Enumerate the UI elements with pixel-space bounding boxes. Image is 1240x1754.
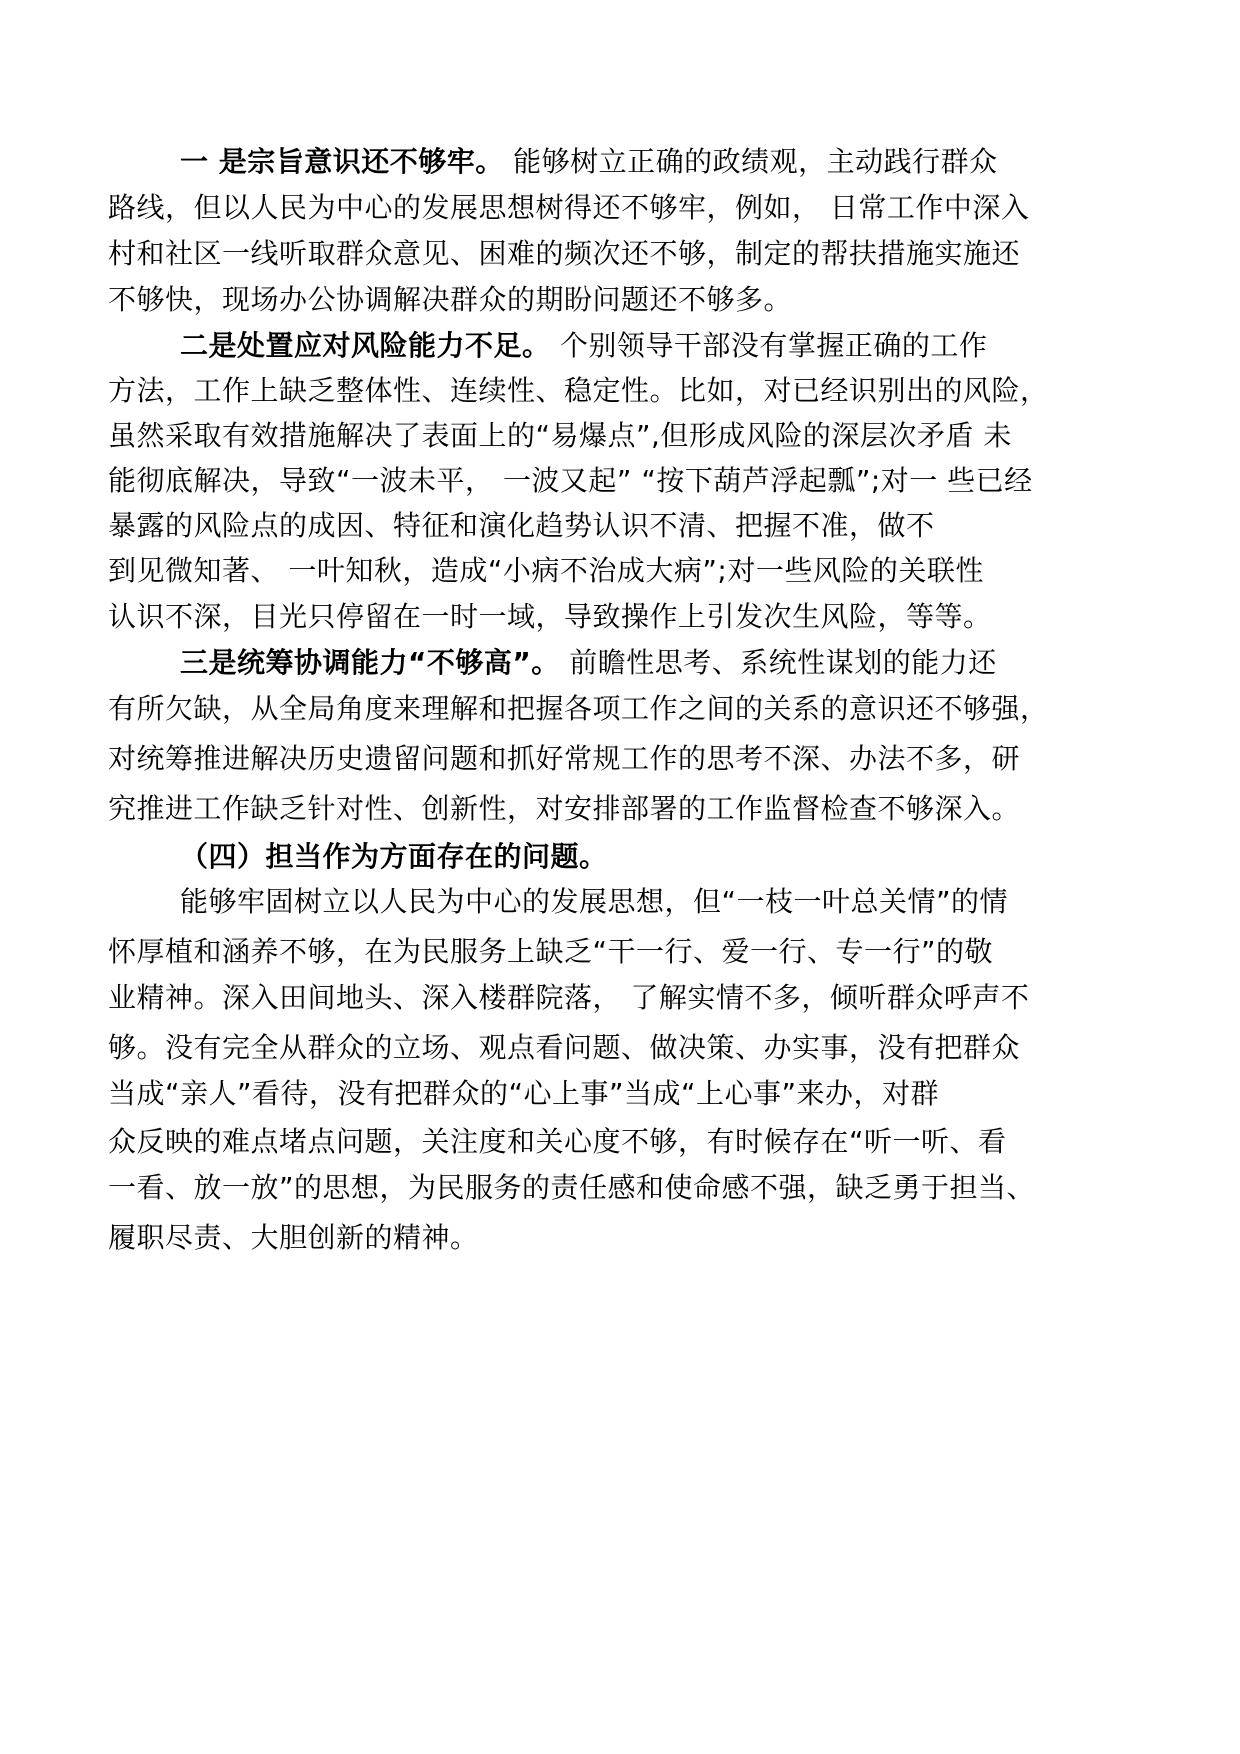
paragraph-5-line-4: 够。没有完全从群众的立场、观点看问题、做决策、办实事，没有把群众 bbox=[108, 1031, 1021, 1064]
paragraph-1-line-2: 路线，但以人民为中心的发展思想树得还不够牢，例如， 日常工作中深入 bbox=[108, 191, 1030, 224]
paragraph-5-line-5: 当成“亲人”看待，没有把群众的“心上事”当成“上心事”来办，对群 bbox=[108, 1077, 940, 1110]
paragraph-3-line-3: 对统筹推进解决历史遗留问题和抓好常规工作的思考不深、办法不多，研 bbox=[108, 742, 1021, 775]
paragraph-3-heading: 三是统筹协调能力“不够高”。 bbox=[180, 646, 560, 679]
paragraph-2-text: 个别领导干部没有掌握正确的工作 bbox=[550, 329, 988, 362]
paragraph-5-line-8: 履职尽责、大胆创新的精神。 bbox=[108, 1221, 479, 1254]
paragraph-2-line-3: 虽然采取有效措施解决了表面上的“易爆点”,但形成风险的深层次矛盾 未 bbox=[108, 419, 1012, 452]
paragraph-3-text: 前瞻性思考、系统性谋划的能力还 bbox=[559, 646, 997, 679]
paragraph-5-line-7: 一看、放一放”的思想，为民服务的责任感和使命感不强，缺乏勇于担当、 bbox=[108, 1171, 1036, 1204]
paragraph-3-line-4: 究推进工作缺乏针对性、创新性，对安排部署的工作监督检查不够深入。 bbox=[108, 792, 1021, 825]
paragraph-2-line-1 bbox=[180, 328, 987, 364]
section-4-heading: （四）担当作为方面存在的问题。 bbox=[180, 840, 608, 873]
paragraph-5-line-6: 众反映的难点堵点问题，关注度和关心度不够，有时候存在“听一听、看 bbox=[108, 1125, 1007, 1158]
paragraph-3-line-1 bbox=[180, 645, 997, 681]
paragraph-2-line-7: 认识不深，目光只停留在一时一域，导致操作上引发次生风险，等等。 bbox=[108, 600, 992, 633]
paragraph-2-line-5: 暴露的风险点的成因、特征和演化趋势认识不清、把握不准，做不 bbox=[108, 509, 935, 542]
paragraph-5-line-2: 怀厚植和涵养不够，在为民服务上缺乏“干一行、爱一行、专一行”的敬 bbox=[108, 935, 994, 968]
paragraph-1-line-3: 村和社区一线听取群众意见、困难的频次还不够，制定的帮扶措施实施还 bbox=[108, 237, 1021, 270]
paragraph-5-line-3: 业精神。深入田间地头、深入楼群院落， 了解实情不多，倾听群众呼声不 bbox=[108, 981, 1030, 1014]
paragraph-5-line-1: 能够牢固树立以人民为中心的发展思想，但“一枝一叶总关情”的情 bbox=[180, 885, 1009, 918]
paragraph-1-heading: 一 是宗旨意识还不够牢。 bbox=[180, 145, 504, 178]
paragraph-1-line-4: 不够快，现场办公协调解决群众的期盼问题还不够多。 bbox=[108, 283, 793, 316]
paragraph-1-line-1 bbox=[180, 144, 998, 180]
paragraph-2-line-4: 能彻底解决，导致“一波未平， 一波又起” “按下葫芦浮起瓢”;对一 些已经 bbox=[108, 464, 1033, 497]
paragraph-2-heading: 二是处置应对风险能力不足。 bbox=[180, 329, 551, 362]
paragraph-2-line-6: 到见微知著、 一叶知秋，造成“小病不治成大病”;对一些风险的关联性 bbox=[108, 554, 984, 587]
paragraph-2-line-2: 方法，工作上缺乏整体性、连续性、稳定性。比如，对已经识别出的风险， bbox=[108, 374, 1049, 407]
paragraph-1-text: 能够树立正确的政绩观，主动践行群众 bbox=[503, 145, 998, 178]
paragraph-3-line-2: 有所欠缺，从全局角度来理解和把握各项工作之间的关系的意识还不够强， bbox=[108, 692, 1049, 725]
